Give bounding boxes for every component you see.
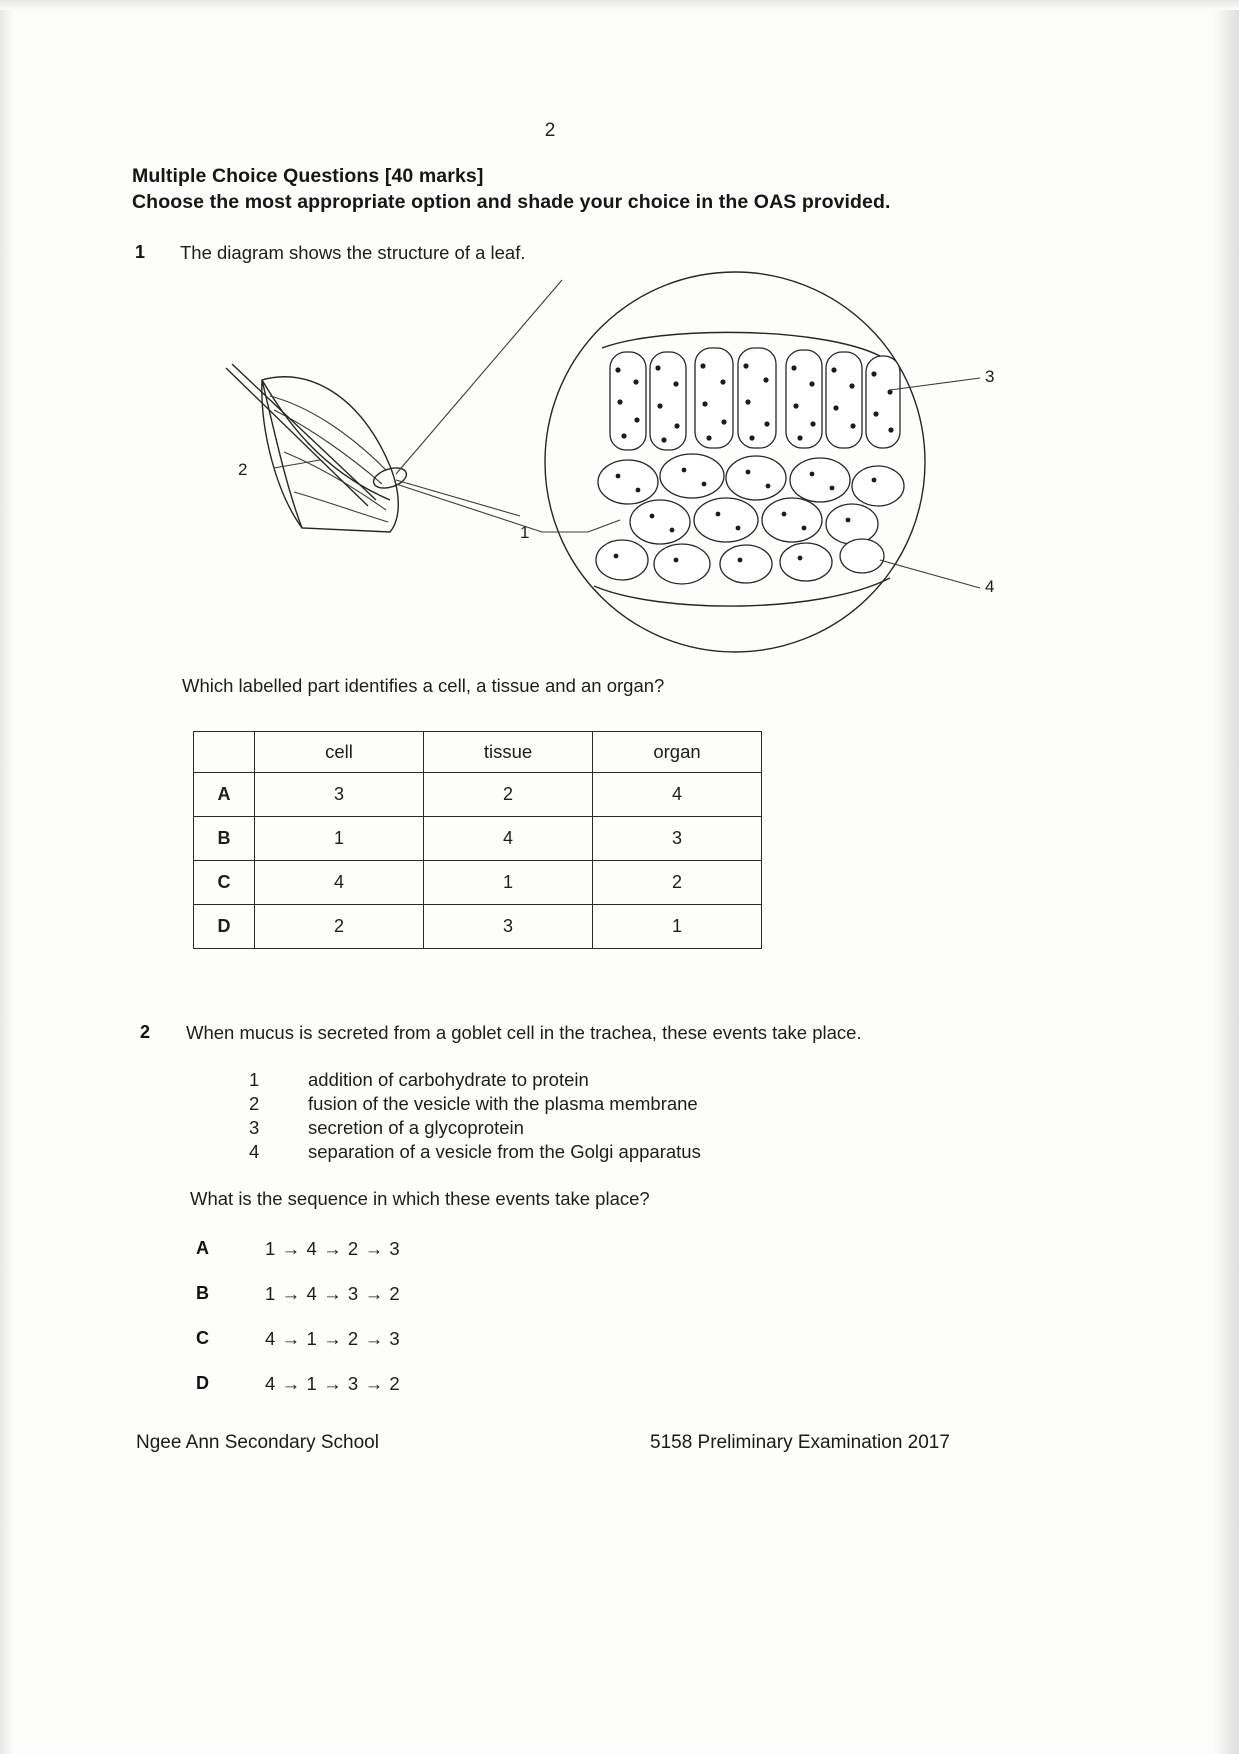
question-1-answer-table (193, 731, 762, 949)
spongy-mesophyll-cells (596, 454, 904, 584)
table-row-letter-b: B (194, 817, 255, 861)
option-letter-d: D (196, 1373, 209, 1393)
table-header-row (194, 732, 762, 773)
table-cell-b-cell: 1 (255, 817, 424, 861)
event-number-3: 3 (249, 1117, 260, 1138)
leaf-shape (226, 364, 409, 532)
event-number-2: 2 (249, 1093, 260, 1114)
magnified-leaf-section (545, 272, 925, 652)
table-cell-d-tissue: 3 (424, 905, 593, 949)
event-text-4: separation of a vesicle from the Golgi apparatus (308, 1141, 701, 1162)
option-sequence-a: 1 → 4 → 2 → 3 (265, 1238, 401, 1259)
scan-edge-top (0, 0, 1239, 10)
leaf-structure-diagram (190, 270, 1030, 670)
figure-label-3: 3 (985, 367, 995, 386)
footer-exam-name: 5158 Preliminary Examination 2017 (650, 1432, 950, 1453)
question-2-stem: When mucus is secreted from a goblet cell in the trachea, these events take place. (186, 1022, 862, 1043)
table-cell-a-organ: 4 (593, 773, 762, 817)
option-letter-a: A (196, 1238, 209, 1258)
option-sequence-b: 1 → 4 → 3 → 2 (265, 1283, 401, 1304)
table-cell-d-cell: 2 (255, 905, 424, 949)
table-row (194, 817, 762, 861)
option-letter-b: B (196, 1283, 209, 1303)
question-2-sub-question: What is the sequence in which these events take place? (190, 1188, 650, 1209)
table-row-letter-c: C (194, 861, 255, 905)
table-column-header-organ: organ (593, 732, 762, 773)
section-instruction: Choose the most appropriate option and shade your choice in the OAS provided. (132, 191, 891, 213)
event-text-2: fusion of the vesicle with the plasma membrane (308, 1093, 698, 1114)
table-row (194, 905, 762, 949)
figure-label-2: 2 (238, 460, 248, 479)
event-text-1: addition of carbohydrate to protein (308, 1069, 589, 1090)
option-sequence-d: 4 → 1 → 3 → 2 (265, 1373, 401, 1394)
table-row-letter-d: D (194, 905, 255, 949)
table-row (194, 861, 762, 905)
question-1-number: 1 (135, 242, 146, 262)
table-row-letter-a: A (194, 773, 255, 817)
table-cell-a-cell: 3 (255, 773, 424, 817)
figure-label-1: 1 (520, 523, 530, 542)
table-cell-c-organ: 2 (593, 861, 762, 905)
event-number-4: 4 (249, 1141, 260, 1162)
option-letter-c: C (196, 1328, 209, 1348)
figure-label-4: 4 (985, 577, 995, 596)
table-cell-c-tissue: 1 (424, 861, 593, 905)
event-text-3: secretion of a glycoprotein (308, 1117, 524, 1138)
footer-school-name: Ngee Ann Secondary School (136, 1432, 379, 1453)
scan-edge-right (1213, 0, 1239, 1754)
table-cell-d-organ: 1 (593, 905, 762, 949)
page-number: 2 (544, 120, 556, 141)
table-corner-cell (194, 732, 255, 773)
question-1-stem: The diagram shows the structure of a leaf. (180, 242, 526, 263)
scan-edge-left (0, 0, 14, 1754)
palisade-cells (610, 348, 900, 450)
table-column-header-tissue: tissue (424, 732, 593, 773)
question-1-sub-question: Which labelled part identifies a cell, a tissue and an organ? (182, 675, 665, 696)
magnifier-cone (396, 280, 562, 532)
table-cell-a-tissue: 2 (424, 773, 593, 817)
table-cell-b-tissue: 4 (424, 817, 593, 861)
table-row (194, 773, 762, 817)
table-cell-c-cell: 4 (255, 861, 424, 905)
question-2-number: 2 (140, 1022, 151, 1042)
table-cell-b-organ: 3 (593, 817, 762, 861)
event-number-1: 1 (249, 1069, 260, 1090)
option-sequence-c: 4 → 1 → 2 → 3 (265, 1328, 401, 1349)
table-column-header-cell: cell (255, 732, 424, 773)
section-heading: Multiple Choice Questions [40 marks] (132, 165, 484, 187)
